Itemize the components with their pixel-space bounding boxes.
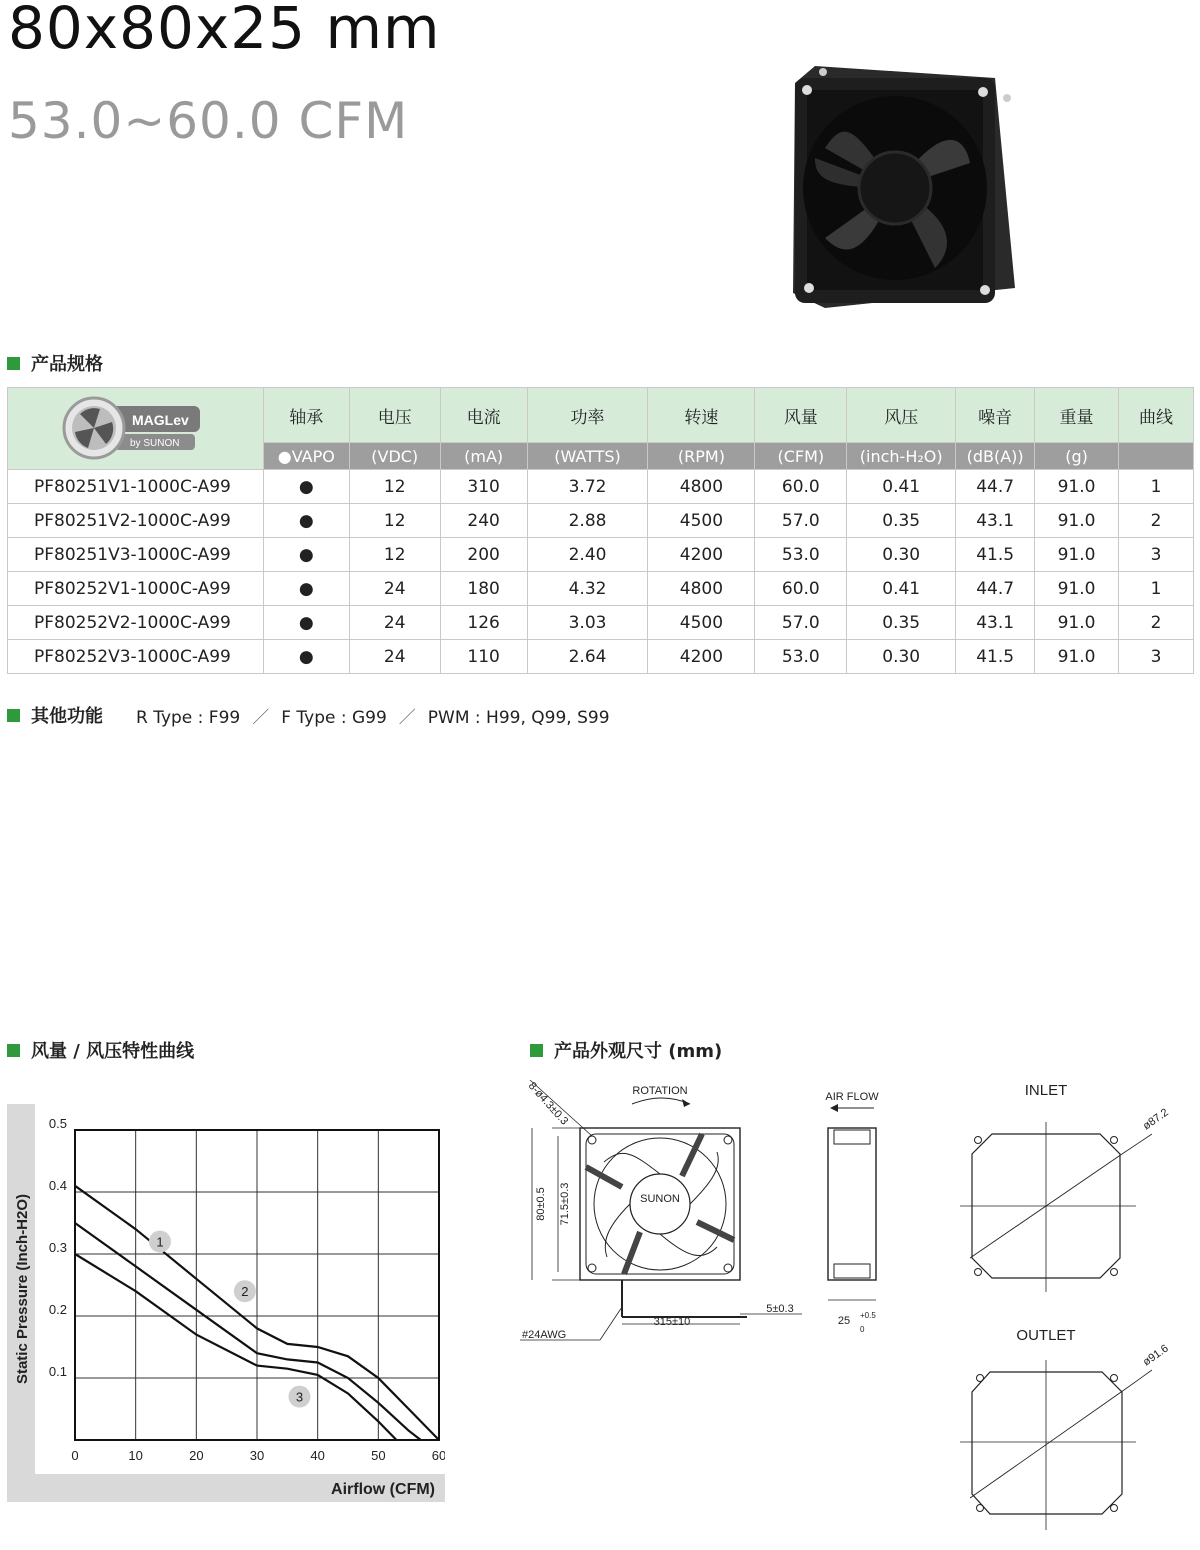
rotation-label: ROTATION (632, 1085, 688, 1097)
model-cell: PF80252V3-1000C-A99 (8, 640, 264, 674)
section-marker-icon (7, 709, 20, 722)
unit-voltage: (VDC) (349, 443, 440, 470)
strip-length-label: 5±0.3 (766, 1303, 794, 1315)
airflow-cell: 60.0 (755, 572, 847, 606)
maglev-logo-cell (8, 388, 264, 470)
fan-product-image (785, 58, 1025, 318)
section-marker-icon (530, 1044, 543, 1057)
bearing-cell: ● (263, 606, 349, 640)
noise-cell: 44.7 (956, 572, 1035, 606)
inlet-diameter-label: ø87.2 (1140, 1106, 1171, 1133)
voltage-cell: 24 (349, 640, 440, 674)
weight-cell: 91.0 (1035, 538, 1119, 572)
feature-pwm: PWM : H99, Q99, S99 (427, 708, 610, 728)
section-marker-icon (7, 357, 20, 370)
feature-f-type: F Type : G99 (281, 708, 387, 728)
x-tick-label: 20 (189, 1448, 204, 1463)
table-row (8, 640, 1194, 674)
feature-r-type: R Type : F99 (136, 708, 241, 728)
front-view-drawing (520, 1080, 802, 1341)
table-row (8, 470, 1194, 504)
inlet-drawing (960, 1082, 1171, 1292)
current-cell: 200 (440, 538, 527, 572)
pressure-cell: 0.35 (847, 504, 956, 538)
logo-brand-text: MAGLev (132, 412, 190, 428)
header-current: 电流 (440, 388, 527, 443)
power-cell: 3.72 (527, 470, 648, 504)
y-tick-label: 0.5 (48, 1116, 67, 1131)
page-title: 80x80x25 mm (8, 0, 441, 62)
pressure-cell: 0.30 (847, 640, 956, 674)
weight-cell: 91.0 (1035, 504, 1119, 538)
section-features-heading: 其他功能 (7, 702, 103, 728)
outlet-drawing (960, 1327, 1171, 1530)
x-tick-label: 50 (371, 1448, 386, 1463)
spec-table (7, 387, 1194, 674)
speed-cell: 4500 (648, 606, 755, 640)
header-airflow: 风量 (755, 388, 847, 443)
current-cell: 126 (440, 606, 527, 640)
curve-label-text: 1 (156, 1234, 164, 1250)
speed-cell: 4200 (648, 538, 755, 572)
table-row (8, 572, 1194, 606)
table-row (8, 504, 1194, 538)
feature-separator: ／ (398, 708, 416, 728)
airflow-cell: 57.0 (755, 504, 847, 538)
unit-pressure: (inch-H₂O) (847, 443, 956, 470)
unit-power: (WATTS) (527, 443, 648, 470)
bearing-cell: ● (263, 470, 349, 504)
airflow-cell: 57.0 (755, 606, 847, 640)
model-cell: PF80251V3-1000C-A99 (8, 538, 264, 572)
lead-length-label: 315±10 (653, 1316, 691, 1328)
power-cell: 2.40 (527, 538, 648, 572)
power-cell: 2.88 (527, 504, 648, 538)
inlet-label: INLET (1024, 1082, 1068, 1099)
curve-cell: 1 (1119, 572, 1194, 606)
weight-cell: 91.0 (1035, 640, 1119, 674)
header-noise: 噪音 (956, 388, 1035, 443)
airflow-label: AIR FLOW (825, 1091, 879, 1103)
curve-cell: 1 (1119, 470, 1194, 504)
maglev-logo-icon (60, 392, 210, 460)
voltage-cell: 12 (349, 538, 440, 572)
speed-cell: 4200 (648, 640, 755, 674)
speed-cell: 4800 (648, 572, 755, 606)
model-cell: PF80251V2-1000C-A99 (8, 504, 264, 538)
noise-cell: 43.1 (956, 606, 1035, 640)
model-cell: PF80252V2-1000C-A99 (8, 606, 264, 640)
unit-speed: (RPM) (648, 443, 755, 470)
holes-label: 8-ø4.3±0.3 (525, 1079, 571, 1128)
section-curve-heading: 风量 / 风压特性曲线 (7, 1037, 194, 1063)
outlet-label: OUTLET (1016, 1327, 1076, 1344)
curve-cell: 2 (1119, 606, 1194, 640)
pressure-cell: 0.41 (847, 470, 956, 504)
x-axis-title: Airflow (CFM) (331, 1481, 435, 1498)
bearing-cell: ● (263, 504, 349, 538)
airflow-cell: 53.0 (755, 640, 847, 674)
series-line-3 (75, 1254, 397, 1440)
dimension-drawings (512, 1072, 1192, 1542)
y-tick-label: 0.4 (48, 1178, 67, 1193)
model-cell: PF80251V1-1000C-A99 (8, 470, 264, 504)
header-weight: 重量 (1035, 388, 1119, 443)
power-cell: 3.03 (527, 606, 648, 640)
side-view-drawing (825, 1091, 879, 1334)
feature-separator: ／ (252, 708, 270, 728)
header-bearing: 轴承 (263, 388, 349, 443)
table-row (8, 606, 1194, 640)
current-cell: 310 (440, 470, 527, 504)
bearing-cell: ● (263, 538, 349, 572)
hub-brand-label: SUNON (640, 1193, 680, 1205)
noise-cell: 44.7 (956, 470, 1035, 504)
unit-current: (mA) (440, 443, 527, 470)
unit-weight: (g) (1035, 443, 1119, 470)
x-tick-label: 30 (249, 1448, 265, 1463)
table-row (8, 538, 1194, 572)
bearing-cell: ● (263, 572, 349, 606)
pq-chart-area (35, 1104, 445, 1474)
pressure-cell: 0.30 (847, 538, 956, 572)
pressure-cell: 0.41 (847, 572, 956, 606)
header-voltage: 电压 (349, 388, 440, 443)
thickness-label: 25 (837, 1315, 851, 1327)
current-cell: 240 (440, 504, 527, 538)
outlet-diameter-label: ø91.6 (1140, 1342, 1171, 1369)
wire-gauge-label: #24AWG (522, 1329, 567, 1341)
voltage-cell: 24 (349, 572, 440, 606)
header-pressure: 风压 (847, 388, 956, 443)
y-tick-label: 0.2 (48, 1302, 67, 1317)
power-cell: 2.64 (527, 640, 648, 674)
voltage-cell: 12 (349, 504, 440, 538)
pressure-cell: 0.35 (847, 606, 956, 640)
y-tick-label: 0.3 (48, 1240, 67, 1255)
curve-cell: 2 (1119, 504, 1194, 538)
chart-grid (75, 1130, 439, 1440)
voltage-cell: 24 (349, 606, 440, 640)
unit-bearing: ●VAPO (263, 443, 349, 470)
power-cell: 4.32 (527, 572, 648, 606)
header-power: 功率 (527, 388, 648, 443)
pq-chart-frame (7, 1104, 445, 1502)
unit-curve (1119, 443, 1194, 470)
bearing-cell: ● (263, 640, 349, 674)
section-dimensions-heading: 产品外观尺寸 (mm) (530, 1037, 722, 1063)
x-tick-label: 10 (128, 1448, 143, 1463)
thickness-tol-up: +0.5 (860, 1311, 876, 1320)
thickness-tol-down: 0 (860, 1325, 865, 1334)
x-tick-label: 60 (431, 1448, 445, 1463)
airflow-cell: 60.0 (755, 470, 847, 504)
current-cell: 110 (440, 640, 527, 674)
features-line (136, 703, 610, 728)
airflow-cell: 53.0 (755, 538, 847, 572)
current-cell: 180 (440, 572, 527, 606)
model-cell: PF80252V1-1000C-A99 (8, 572, 264, 606)
airflow-range: 53.0~60.0 CFM (8, 92, 409, 150)
speed-cell: 4500 (648, 504, 755, 538)
x-tick-label: 40 (310, 1448, 325, 1463)
dim-80-label: 80±0.5 (535, 1187, 547, 1221)
table-header-row (8, 388, 1194, 443)
curve-label-text: 3 (295, 1389, 304, 1405)
x-tick-label: 0 (71, 1448, 79, 1463)
logo-sub-text: by SUNON (130, 438, 180, 449)
noise-cell: 43.1 (956, 504, 1035, 538)
y-axis-label-area (7, 1104, 37, 1474)
header-curve: 曲线 (1119, 388, 1194, 443)
section-marker-icon (7, 1044, 20, 1057)
speed-cell: 4800 (648, 470, 755, 504)
y-axis-title: Static Pressure (Inch-H2O) (14, 1193, 31, 1385)
curve-label-text: 2 (241, 1284, 249, 1300)
section-spec-heading: 产品规格 (7, 350, 103, 376)
weight-cell: 91.0 (1035, 470, 1119, 504)
y-tick-label: 0.1 (48, 1364, 67, 1379)
noise-cell: 41.5 (956, 538, 1035, 572)
series-line-2 (75, 1223, 421, 1440)
unit-noise: (dB(A)) (956, 443, 1035, 470)
curve-cell: 3 (1119, 538, 1194, 572)
voltage-cell: 12 (349, 470, 440, 504)
header-speed: 转速 (648, 388, 755, 443)
dim-71-label: 71.5±0.3 (559, 1182, 571, 1226)
curve-cell: 3 (1119, 640, 1194, 674)
unit-airflow: (CFM) (755, 443, 847, 470)
weight-cell: 91.0 (1035, 606, 1119, 640)
weight-cell: 91.0 (1035, 572, 1119, 606)
pq-chart (35, 1104, 445, 1474)
noise-cell: 41.5 (956, 640, 1035, 674)
